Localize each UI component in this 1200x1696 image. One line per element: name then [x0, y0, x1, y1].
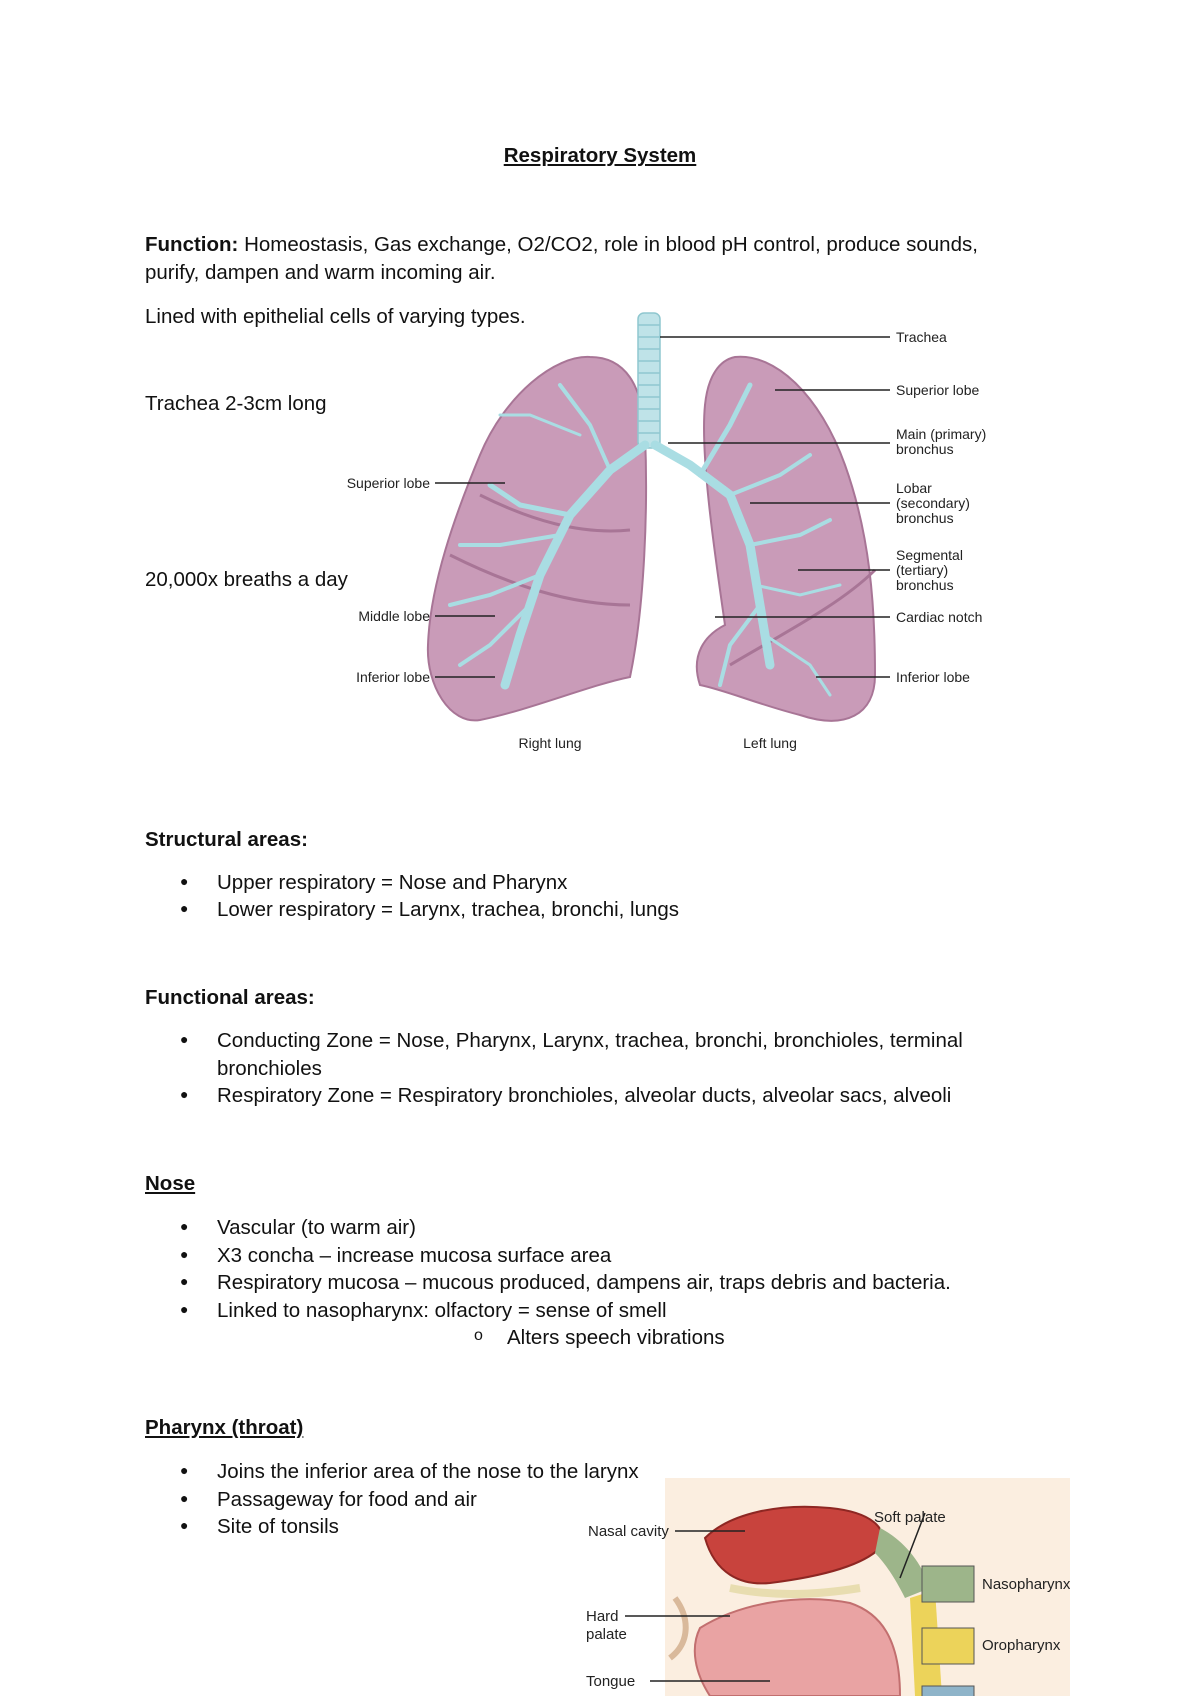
label-segmental-bronchus-3: bronchus	[896, 577, 954, 593]
breaths-text: 20,000x breaths a day	[145, 568, 348, 591]
label-inferior-lobe-right: Inferior lobe	[356, 669, 430, 685]
bullet-icon: ●	[180, 1218, 189, 1234]
nose-item: Linked to nasopharynx: olfactory = sense of smell	[217, 1299, 667, 1322]
pharynx-item: Site of tonsils	[217, 1515, 339, 1538]
nose-item: Vascular (to warm air)	[217, 1216, 416, 1239]
label-left-lung: Left lung	[743, 735, 797, 751]
bullet-icon: ●	[180, 1031, 189, 1047]
function-paragraph-line2: purify, dampen and warm incoming air.	[145, 261, 496, 284]
nose-heading: Nose	[145, 1172, 196, 1195]
nose-item: X3 concha – increase mucosa surface area	[217, 1244, 612, 1267]
structural-item: Upper respiratory = Nose and Pharynx	[217, 871, 568, 894]
function-paragraph-line1	[145, 231, 978, 259]
bullet-icon: ●	[180, 1273, 189, 1289]
nasopharynx-swatch	[922, 1566, 974, 1602]
laryngopharynx-swatch	[922, 1686, 974, 1696]
label-soft-palate: Soft palate	[874, 1509, 946, 1526]
functional-heading: Functional areas:	[145, 986, 315, 1009]
bullet-icon: ●	[180, 873, 189, 889]
nose-item: Respiratory mucosa – mucous produced, dampens air, traps debris and bacteria.	[217, 1271, 951, 1294]
function-text: Homeostasis, Gas exchange, O2/CO2, role in blood pH control, produce sounds,	[244, 233, 978, 256]
pharynx-diagram	[580, 1478, 1070, 1696]
pharynx-item: Passageway for food and air	[217, 1488, 477, 1511]
label-lobar-bronchus-2: (secondary)	[896, 495, 970, 511]
label-tongue: Tongue	[586, 1673, 636, 1690]
bullet-icon: ●	[180, 900, 189, 916]
pharynx-heading: Pharynx (throat)	[145, 1416, 304, 1439]
trachea-shape	[638, 313, 660, 448]
bullet-icon: ●	[180, 1246, 189, 1262]
label-superior-lobe-left: Superior lobe	[896, 382, 980, 398]
function-label: Function:	[145, 233, 239, 256]
label-oropharynx: Oropharynx	[982, 1637, 1061, 1654]
functional-item: Respiratory Zone = Respiratory bronchioles, alveolar ducts, alveolar sacs, alveoli	[217, 1084, 952, 1107]
label-hard-palate-2: palate	[586, 1626, 627, 1643]
bullet-icon: ●	[180, 1301, 189, 1317]
label-main-bronchus-2: bronchus	[896, 441, 954, 457]
pharynx-item: Joins the inferior area of the nose to the larynx	[217, 1460, 639, 1483]
functional-item-continued: bronchioles	[217, 1057, 322, 1080]
oropharynx-swatch	[922, 1628, 974, 1664]
label-nasal-cavity: Nasal cavity	[588, 1523, 669, 1540]
label-nasopharynx: Nasopharynx	[982, 1576, 1070, 1593]
label-main-bronchus-1: Main (primary)	[896, 426, 987, 442]
bullet-icon: ●	[180, 1086, 189, 1102]
trachea-length-text: Trachea 2-3cm long	[145, 392, 327, 415]
structural-item: Lower respiratory = Larynx, trachea, bronchi, lungs	[217, 898, 680, 921]
lined-text: Lined with epithelial cells of varying types.	[145, 305, 526, 328]
label-segmental-bronchus-2: (tertiary)	[896, 562, 949, 578]
page-title: Respiratory System	[503, 144, 697, 167]
bullet-icon: ●	[180, 1490, 189, 1506]
nose-sub-item: Alters speech vibrations	[507, 1326, 725, 1349]
label-middle-lobe: Middle lobe	[358, 608, 430, 624]
label-cardiac-notch: Cardiac notch	[896, 609, 983, 625]
functional-item: Conducting Zone = Nose, Pharynx, Larynx, trachea, bronchi, bronchioles, terminal	[217, 1029, 963, 1052]
label-superior-lobe-right: Superior lobe	[346, 475, 430, 491]
label-inferior-lobe-left: Inferior lobe	[896, 669, 970, 685]
bullet-icon: ●	[180, 1462, 189, 1478]
bullet-icon: ●	[180, 1517, 189, 1533]
label-lobar-bronchus-3: bronchus	[896, 510, 954, 526]
structural-heading: Structural areas:	[145, 828, 308, 851]
label-trachea: Trachea	[896, 329, 947, 345]
lung-diagram	[330, 305, 1020, 765]
label-hard-palate-1: Hard	[586, 1608, 619, 1625]
sub-bullet-icon: o	[474, 1327, 483, 1344]
label-segmental-bronchus-1: Segmental	[896, 547, 963, 563]
label-lobar-bronchus-1: Lobar	[896, 480, 932, 496]
label-right-lung: Right lung	[518, 735, 582, 751]
